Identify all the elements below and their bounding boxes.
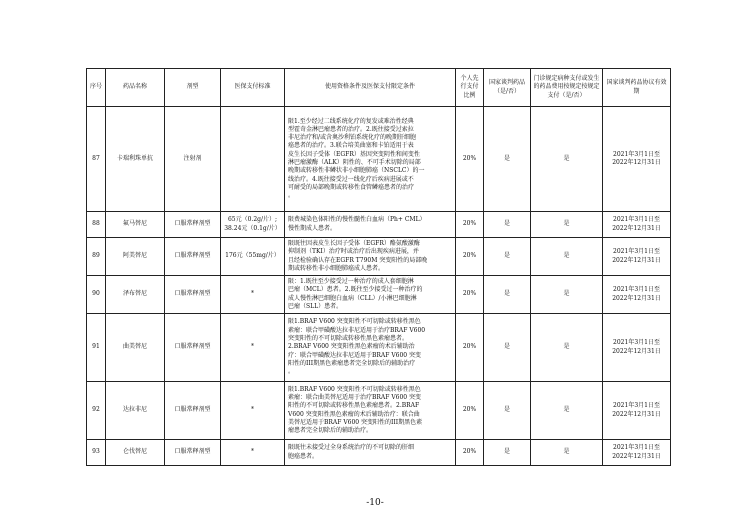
validity-start: 2021年3月1日至 <box>613 286 660 294</box>
row-no: 88 <box>87 212 106 238</box>
condition-line: 慢性期成人患者。 <box>288 224 337 232</box>
header-outpatient: 门诊规定病种支付或发生的药品费用按规定按规定支付（是/否） <box>531 69 603 107</box>
condition-line: 素瘤：联合曲美替尼适用于治疗BRAF V600 突变 <box>288 393 422 401</box>
condition-line: 限1.至少经过二线系统化疗的复发或难治性经典 <box>288 117 414 125</box>
condition-line: 成人慢性淋巴细胞白血病（CLL）/小淋巴细胞淋 <box>288 294 417 302</box>
self-pay-ratio: 20% <box>456 382 484 440</box>
negotiated-flag: 是 <box>484 212 531 238</box>
table-row <box>87 107 671 212</box>
condition-line: 突变阳性的不可切除或转移性黑色素瘤患者。 <box>288 335 409 343</box>
negotiated-flag: 是 <box>484 107 531 212</box>
condition-line: V600 突变阳性黑色素瘤的术后辅助治疗：联合曲 <box>288 410 420 418</box>
payment-standard-cell <box>221 314 285 382</box>
payment-standard-cell <box>221 440 285 466</box>
validity-start: 2021年3月1日至 <box>613 150 660 158</box>
negotiated-flag: 是 <box>484 276 531 314</box>
validity-end: 2022年12月31日 <box>612 294 661 302</box>
self-pay-ratio: 20% <box>456 314 484 382</box>
table-row <box>87 238 671 276</box>
validity-end: 2022年12月31日 <box>612 256 661 264</box>
condition-line: 型霍奇金淋巴瘤患者的治疗。2.既往接受过索拉 <box>288 125 414 133</box>
condition-line: 阳性的不可切除或转移性黑色素瘤患者。2.BRAF <box>288 402 420 410</box>
payment-standard: * <box>251 343 254 351</box>
dosage-form: 口服常释剂型 <box>165 382 221 440</box>
outpatient-flag: 是 <box>531 107 603 212</box>
row-no: 87 <box>87 107 106 212</box>
row-no: 90 <box>87 276 106 314</box>
negotiated-flag: 是 <box>484 314 531 382</box>
condition-line: 巴瘤（MCL）患者。2.既往至少接受过一种治疗的 <box>288 286 423 294</box>
validity-end: 2022年12月31日 <box>612 452 661 460</box>
conditions-cell <box>285 107 456 212</box>
condition-line: 瘤患者完全切除后的辅助治疗。 <box>288 427 373 435</box>
header-dosage-form: 剂型 <box>165 69 221 107</box>
table-row <box>87 440 671 466</box>
validity-end: 2022年12月31日 <box>612 224 661 232</box>
header-payment-standard: 医保支付标准 <box>221 69 285 107</box>
validity-start: 2021年3月1日至 <box>613 216 660 224</box>
validity-cell <box>603 107 671 212</box>
validity-cell <box>603 276 671 314</box>
negotiated-flag: 是 <box>484 382 531 440</box>
condition-line: 阳性的III期黑色素瘤患者完全切除后的辅助治疗 <box>288 359 416 367</box>
table-row <box>87 212 671 238</box>
header-no: 序号 <box>87 69 106 107</box>
conditions-cell <box>285 276 456 314</box>
condition-line: 晚期或转移性非鳞状非小细胞肺癌（NSCLC）的一 <box>288 167 425 175</box>
payment-standard-2: 38.24元（0.1g/片） <box>224 224 281 232</box>
condition-line: 。 <box>288 368 295 376</box>
page-number: -10- <box>366 498 384 508</box>
payment-standard-cell <box>221 276 285 314</box>
table-row <box>87 314 671 382</box>
condition-line: 胞癌患者。 <box>288 452 319 460</box>
dosage-form: 口服常释剂型 <box>165 314 221 382</box>
conditions-cell <box>285 314 456 382</box>
self-pay-ratio: 20% <box>456 276 484 314</box>
self-pay-ratio: 20% <box>456 212 484 238</box>
payment-standard: * <box>251 290 254 298</box>
payment-standard-cell <box>221 212 285 238</box>
condition-line: 抑制剂（TKI）治疗时或治疗后出现疾病进展，并 <box>288 248 419 256</box>
validity-start: 2021年3月1日至 <box>613 402 660 410</box>
dosage-form: 口服常释剂型 <box>165 440 221 466</box>
payment-standard: * <box>251 406 254 414</box>
row-no: 92 <box>87 382 106 440</box>
header-validity: 国家谈判药品协议有效期 <box>603 69 671 107</box>
condition-line: 非尼治疗和/或含奥沙利铂系统化疗的晚期肝细胞 <box>288 134 417 142</box>
conditions-cell <box>285 382 456 440</box>
row-no: 89 <box>87 238 106 276</box>
dosage-form: 口服常释剂型 <box>165 212 221 238</box>
conditions-cell <box>285 440 456 466</box>
validity-end: 2022年12月31日 <box>612 347 661 355</box>
condition-line: 限1.BRAF V600 突变阳性不可切除或转移性黑色 <box>288 318 421 326</box>
condition-line: 期或转移性非小细胞肺癌成人患者。 <box>288 264 385 272</box>
condition-line: 线治疗。4.既往接受过一线化疗后疾病进展或不 <box>288 175 414 183</box>
table-row <box>87 276 671 314</box>
drug-name: 泽布替尼 <box>106 276 165 314</box>
validity-cell <box>603 382 671 440</box>
outpatient-flag: 是 <box>531 314 603 382</box>
outpatient-flag: 是 <box>531 382 603 440</box>
condition-line: 皮生长因子受体（EGFR）基因突变阴性和间变性 <box>288 150 420 158</box>
drug-name: 仑伐替尼 <box>106 440 165 466</box>
condition-line: 限1.BRAF V600 突变阳性不可切除或转移性黑色 <box>288 385 421 393</box>
condition-line: 美替尼适用于BRAF V600 突变阳性的III期黑色素 <box>288 418 423 426</box>
payment-standard-cell <box>221 107 285 212</box>
drug-name: 阿美替尼 <box>106 238 165 276</box>
negotiated-flag: 是 <box>484 238 531 276</box>
payment-standard: 176元（55mg/片） <box>225 252 280 260</box>
drug-name: 卡瑞利珠单抗 <box>106 107 165 212</box>
self-pay-ratio: 20% <box>456 440 484 466</box>
condition-line: 疗：联合甲磺酸达拉非尼适用于BRAF V600 突变 <box>288 351 422 359</box>
condition-line: 2.BRAF V600 突变阳性黑色素瘤的术后辅助治 <box>288 343 415 351</box>
row-no: 93 <box>87 440 106 466</box>
table-row <box>87 382 671 440</box>
validity-start: 2021年3月1日至 <box>613 248 660 256</box>
condition-line: 限既往因表皮生长因子受体（EGFR）酪氨酸激酶 <box>288 239 420 247</box>
outpatient-flag: 是 <box>531 212 603 238</box>
validity-start: 2021年3月1日至 <box>613 339 660 347</box>
validity-cell <box>603 314 671 382</box>
condition-line: 。 <box>288 192 295 200</box>
negotiated-flag: 是 <box>484 440 531 466</box>
header-row <box>87 69 671 107</box>
validity-cell <box>603 212 671 238</box>
drug-table <box>86 68 671 466</box>
drug-name: 达拉非尼 <box>106 382 165 440</box>
condition-line: 限费城染色体阳性的慢性髓性白血病（Ph+ CML） <box>288 216 426 224</box>
outpatient-flag: 是 <box>531 440 603 466</box>
header-negotiated: 国家谈判药品（是/否） <box>484 69 531 107</box>
payment-standard-cell <box>221 238 285 276</box>
self-pay-ratio: 20% <box>456 107 484 212</box>
header-self-pay-ratio: 个人先行支付比例 <box>456 69 484 107</box>
dosage-form: 注射剂 <box>165 107 221 212</box>
conditions-cell <box>285 238 456 276</box>
drug-name: 氟马替尼 <box>106 212 165 238</box>
condition-line: 限既往未接受过全身系统治疗的不可切除的肝细 <box>288 444 415 452</box>
validity-start: 2021年3月1日至 <box>613 444 660 452</box>
payment-standard: * <box>251 448 254 456</box>
dosage-form: 口服常释剂型 <box>165 276 221 314</box>
condition-line: 限：1.既往至少接受过一种治疗的成人套细胞淋 <box>288 277 414 285</box>
self-pay-ratio: 20% <box>456 238 484 276</box>
row-no: 91 <box>87 314 106 382</box>
drug-name: 曲美替尼 <box>106 314 165 382</box>
condition-line: 可耐受的局部晚期或转移性食管鳞癌患者的治疗 <box>288 183 415 191</box>
header-drug-name: 药品名称 <box>106 69 165 107</box>
condition-line: 癌患者的治疗。3.联合培美曲塞和卡铂适用于表 <box>288 142 414 150</box>
payment-standard-cell <box>221 382 285 440</box>
condition-line: 巴瘤（SLL）患者。 <box>288 302 343 310</box>
validity-end: 2022年12月31日 <box>612 410 661 418</box>
validity-end: 2022年12月31日 <box>612 159 661 166</box>
condition-line: 素瘤：联合甲磺酸达拉非尼适用于治疗BRAF V600 <box>288 326 426 334</box>
dosage-form: 口服常释剂型 <box>165 238 221 276</box>
condition-line: 且经检验确认存在EGFR T790M 突变阳性的局部晚 <box>288 256 428 264</box>
payment-standard: 65元（0.2g/片）; <box>227 216 278 224</box>
conditions-cell <box>285 212 456 238</box>
header-conditions: 使用资格条件及医保支付限定条件 <box>285 69 456 107</box>
validity-cell <box>603 440 671 466</box>
outpatient-flag: 是 <box>531 276 603 314</box>
condition-line: 淋巴瘤激酶（ALK）阴性的、不可手术切除的局部 <box>288 159 421 166</box>
outpatient-flag: 是 <box>531 238 603 276</box>
validity-cell <box>603 238 671 276</box>
